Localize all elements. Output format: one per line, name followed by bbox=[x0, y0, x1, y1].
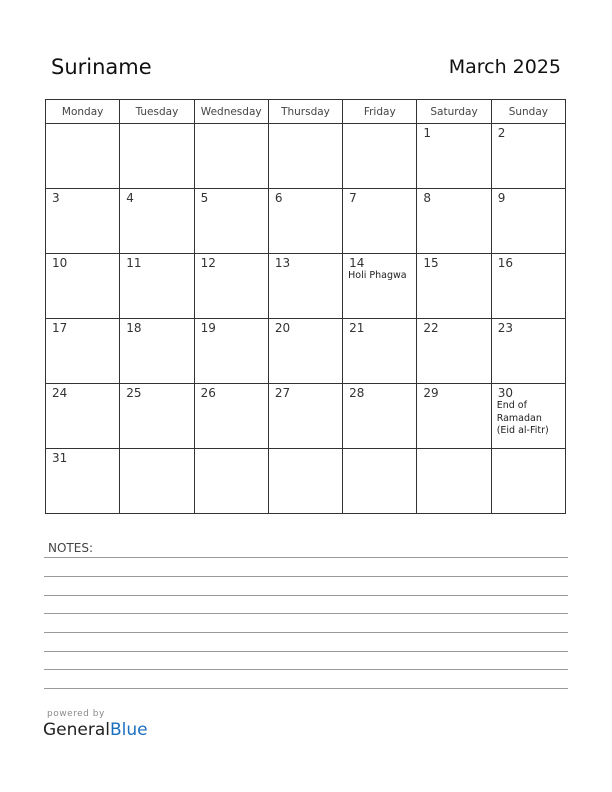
day-number: 4 bbox=[126, 191, 134, 205]
week-row bbox=[46, 449, 566, 514]
day-cell[interactable] bbox=[194, 254, 268, 319]
brand-logo[interactable] bbox=[43, 720, 148, 740]
day-cell[interactable] bbox=[46, 319, 120, 384]
day-cell[interactable] bbox=[343, 449, 417, 514]
notes-line bbox=[44, 651, 568, 652]
day-number: 24 bbox=[52, 386, 68, 400]
day-cell[interactable] bbox=[268, 319, 342, 384]
day-cell[interactable] bbox=[343, 319, 417, 384]
notes-line bbox=[44, 632, 568, 633]
weekday-header-row bbox=[46, 100, 566, 124]
day-cell[interactable] bbox=[120, 124, 194, 189]
notes-line bbox=[44, 576, 568, 577]
weekday-thursday: Thursday bbox=[268, 100, 342, 124]
day-cell[interactable] bbox=[120, 449, 194, 514]
day-cell[interactable] bbox=[194, 189, 268, 254]
day-cell[interactable] bbox=[343, 124, 417, 189]
notes-line bbox=[44, 688, 568, 689]
weekday-friday: Friday bbox=[343, 100, 417, 124]
day-number: 10 bbox=[52, 256, 68, 270]
day-number: 14 bbox=[349, 256, 365, 270]
day-cell[interactable] bbox=[268, 254, 342, 319]
day-cell[interactable] bbox=[343, 384, 417, 449]
day-number: 20 bbox=[274, 321, 291, 335]
weekday-monday: Monday bbox=[46, 100, 120, 124]
day-cell[interactable] bbox=[120, 254, 194, 319]
calendar-grid bbox=[45, 99, 566, 514]
day-cell[interactable] bbox=[46, 449, 120, 514]
day-cell[interactable] bbox=[120, 384, 194, 449]
day-number: 5 bbox=[200, 191, 209, 205]
day-cell[interactable] bbox=[268, 449, 342, 514]
day-number: 16 bbox=[497, 256, 513, 270]
day-cell[interactable] bbox=[194, 319, 268, 384]
day-cell[interactable] bbox=[120, 189, 194, 254]
day-cell[interactable] bbox=[46, 254, 120, 319]
day-number: 26 bbox=[200, 386, 216, 400]
day-number: 13 bbox=[274, 256, 291, 270]
day-number: 21 bbox=[349, 321, 365, 335]
day-cell[interactable] bbox=[46, 384, 120, 449]
day-number: 25 bbox=[126, 386, 142, 400]
day-cell[interactable] bbox=[417, 189, 491, 254]
day-cell[interactable] bbox=[491, 124, 565, 189]
country-title: Suriname bbox=[51, 55, 152, 79]
weekday-sunday: Sunday bbox=[491, 100, 565, 124]
day-number: 23 bbox=[497, 321, 513, 335]
day-cell[interactable] bbox=[268, 124, 342, 189]
day-cell[interactable] bbox=[491, 319, 565, 384]
day-cell[interactable] bbox=[417, 319, 491, 384]
weekday-tuesday: Tuesday bbox=[120, 100, 194, 124]
day-number: 22 bbox=[423, 321, 439, 335]
notes-label: NOTES: bbox=[48, 541, 93, 555]
day-cell[interactable] bbox=[343, 189, 417, 254]
weekday-saturday: Saturday bbox=[417, 100, 491, 124]
calendar-body bbox=[46, 124, 566, 514]
notes-line bbox=[44, 613, 568, 614]
day-number: 17 bbox=[52, 321, 68, 335]
day-cell[interactable] bbox=[491, 449, 565, 514]
day-cell[interactable] bbox=[491, 189, 565, 254]
day-number: 15 bbox=[423, 256, 439, 270]
week-row bbox=[46, 124, 566, 189]
day-number: 7 bbox=[349, 191, 357, 205]
day-cell[interactable] bbox=[46, 124, 120, 189]
day-number: 3 bbox=[52, 191, 60, 205]
day-cell[interactable] bbox=[491, 384, 565, 449]
day-cell[interactable] bbox=[417, 124, 491, 189]
day-number: 1 bbox=[423, 126, 432, 140]
day-cell[interactable] bbox=[268, 384, 342, 449]
day-cell[interactable] bbox=[46, 189, 120, 254]
day-number: 9 bbox=[497, 191, 506, 205]
day-cell[interactable] bbox=[417, 449, 491, 514]
powered-by-text: powered by bbox=[47, 709, 105, 719]
day-cell[interactable] bbox=[343, 254, 417, 319]
month-year-title: March 2025 bbox=[448, 56, 561, 78]
day-cell[interactable] bbox=[120, 319, 194, 384]
day-cell[interactable] bbox=[417, 254, 491, 319]
holiday-label: Holi Phagwa bbox=[348, 270, 407, 281]
day-number: 2 bbox=[497, 126, 506, 140]
day-number: 12 bbox=[200, 256, 216, 270]
day-number: 11 bbox=[126, 256, 142, 270]
notes-line bbox=[44, 669, 568, 670]
notes-line bbox=[44, 595, 568, 596]
day-cell[interactable] bbox=[194, 384, 268, 449]
day-number: 27 bbox=[274, 386, 291, 400]
day-number: 8 bbox=[423, 191, 432, 205]
day-cell[interactable] bbox=[417, 384, 491, 449]
day-number: 6 bbox=[274, 191, 283, 205]
notes-line bbox=[44, 557, 568, 558]
day-cell[interactable] bbox=[194, 124, 268, 189]
day-number: 29 bbox=[423, 386, 439, 400]
week-row bbox=[46, 189, 566, 254]
weekday-wednesday: Wednesday bbox=[194, 100, 268, 124]
day-number: 28 bbox=[349, 386, 365, 400]
day-cell[interactable] bbox=[268, 189, 342, 254]
day-number: 18 bbox=[126, 321, 142, 335]
week-row bbox=[46, 254, 566, 319]
day-number: 19 bbox=[200, 321, 216, 335]
day-cell[interactable] bbox=[491, 254, 565, 319]
day-number: 30 bbox=[497, 386, 513, 400]
brand-blue: Blue bbox=[110, 720, 148, 740]
week-row bbox=[46, 319, 566, 384]
day-number: 31 bbox=[52, 451, 68, 465]
week-row bbox=[46, 384, 566, 449]
brand-general: General bbox=[43, 720, 110, 740]
holiday-label: End of Ramadan (Eid al-Fitr) bbox=[496, 400, 549, 436]
day-cell[interactable] bbox=[194, 449, 268, 514]
